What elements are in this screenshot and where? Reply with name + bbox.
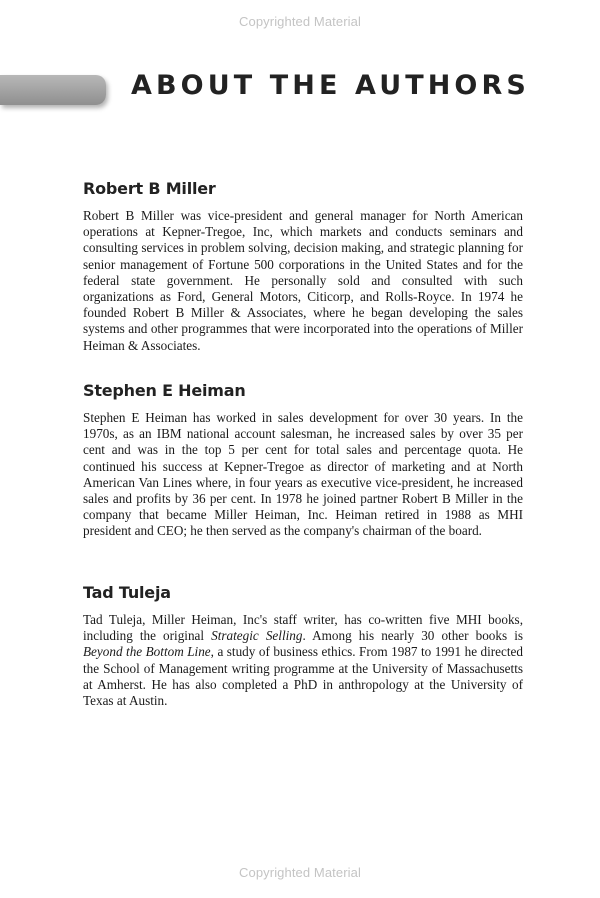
chapter-tab-decoration — [0, 75, 106, 105]
author-bio: Stephen E Heiman has worked in sales development for over 30 years. In the 1970s, as an IBM national account salesman, he increased sales by over 35 per cent and was in the top 5 per cent for total sales and percentage quota. He continued his success at Kepner-Tregoe as director of marketing and at North American Van Lines where, in four years as executive vice-president, he increased sales and profits by 36 per cent. In 1978 he joined partner Robert B Miller in the company that became Miller Heiman, Inc. Heiman retired in 1988 as MHI president and CEO; he then served as the company's chairman of the board. — [83, 410, 523, 539]
author-name: Stephen E Heiman — [83, 381, 246, 400]
author-section-miller — [83, 179, 523, 354]
author-section-tuleja — [83, 583, 523, 709]
book-title-beyond-the-bottom-line: Beyond the Bottom Line — [83, 644, 211, 660]
copyright-watermark-bottom: Copyrighted Material — [239, 865, 361, 880]
copyright-watermark-top: Copyrighted Material — [239, 14, 361, 29]
author-bio — [83, 612, 523, 709]
bio-text: , a study of business ethics. From 1987 to 1991 he directed the School of Management writing programme at the University of Massachusetts at Amherst. He has also completed a PhD in anthropology at the University of Texas at Austin. — [83, 644, 523, 709]
chapter-title: ABOUT THE AUTHORS — [131, 70, 530, 101]
author-name: Tad Tuleja — [83, 583, 171, 602]
author-section-heiman — [83, 381, 523, 540]
author-bio: Robert B Miller was vice-president and general manager for North American operations at Kepner-Tregoe, Inc, which markets and conducts seminars and consulting services in problem solving, decision making, and strategic planning for senior management of Fortune 500 corporations in the United States and for the federal state government. He personally sold and consulted with such organizations as Ford, General Motors, Citicorp, and Rolls-Royce. In 1974 he founded Robert B Miller & Associates, where he began developing the sales systems and other programmes that were incorporated into the operations of Miller Heiman & Associates. — [83, 208, 523, 353]
book-title-strategic-selling: Strategic Selling — [211, 628, 303, 644]
author-name: Robert B Miller — [83, 179, 216, 198]
bio-text: . Among his nearly 30 other books is — [302, 628, 523, 644]
bio-text: Tad Tuleja, Miller Heiman, Inc's staff writer, has co-written five MHI books, including the original — [83, 612, 523, 644]
